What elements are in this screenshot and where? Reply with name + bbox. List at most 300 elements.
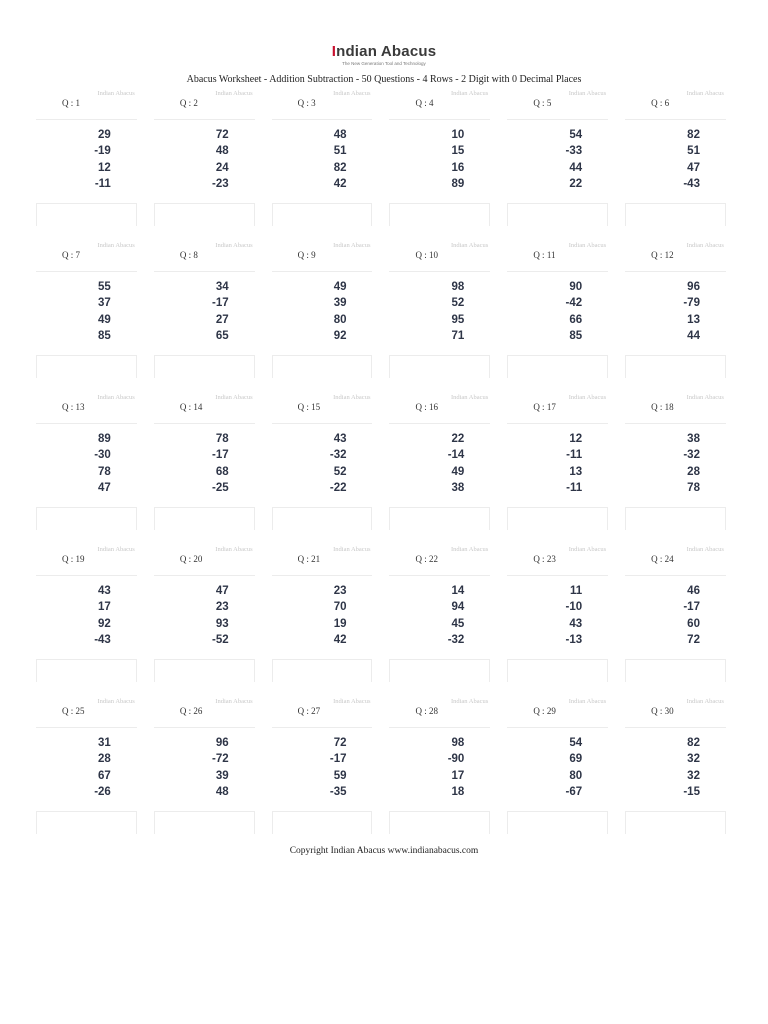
watermark: Indian Abacus: [568, 394, 607, 401]
question-value: 82: [333, 161, 347, 174]
question-row: [36, 390, 726, 542]
question-value: 13: [687, 313, 700, 326]
watermark: Indian Abacus: [450, 394, 489, 401]
watermark: Indian Abacus: [333, 698, 371, 705]
question-value: 47: [687, 161, 700, 174]
divider: [507, 659, 608, 660]
divider: [154, 355, 255, 356]
answer-box-edge: [154, 659, 155, 682]
answer-box-edge: [136, 811, 137, 834]
question-value: -26: [94, 786, 111, 799]
question-value: 42: [333, 634, 347, 647]
question-value: 14: [451, 585, 465, 597]
question-label: Q : 17: [533, 402, 556, 412]
question-value: -42: [565, 297, 583, 310]
question-value: 92: [98, 617, 111, 630]
question-label: Q : 10: [415, 250, 438, 260]
question-label: Q : 14: [179, 402, 203, 412]
divider: [36, 575, 137, 576]
divider: [154, 119, 255, 120]
question-card: [625, 694, 726, 840]
question-value: 70: [333, 601, 347, 614]
question-value: 80: [333, 313, 347, 326]
answer-box-edge: [625, 659, 626, 682]
question-values: [334, 127, 347, 193]
question-values: [448, 735, 465, 801]
question-card: [625, 238, 726, 384]
divider: [625, 271, 726, 272]
question-value: 43: [98, 585, 111, 597]
divider: [272, 271, 373, 272]
divider: [625, 423, 726, 424]
question-value: 29: [98, 129, 111, 141]
divider: [389, 355, 490, 356]
question-value: 48: [215, 786, 229, 799]
answer-box-edge: [489, 811, 490, 834]
answer-box-edge: [254, 811, 255, 834]
watermark: Indian Abacus: [97, 546, 135, 553]
watermark: Indian Abacus: [686, 698, 724, 705]
question-value: -33: [565, 145, 583, 158]
question-label: Q : 26: [179, 706, 203, 716]
question-values: [334, 583, 347, 649]
divider: [507, 507, 608, 508]
question-values: [683, 735, 700, 801]
question-value: 38: [687, 433, 700, 445]
answer-box-edge: [607, 811, 608, 834]
question-value: -32: [683, 449, 700, 462]
answer-box-edge: [136, 355, 137, 378]
question-value: 68: [215, 465, 229, 478]
question-label: Q : 16: [415, 402, 438, 412]
answer-box-edge: [489, 355, 490, 378]
question-label: Q : 15: [297, 402, 321, 412]
question-value: 31: [98, 737, 111, 749]
question-value: 49: [333, 281, 347, 293]
question-value: 22: [569, 178, 583, 191]
question-value: 44: [569, 161, 583, 174]
question-value: -22: [329, 482, 347, 495]
question-card: [272, 390, 373, 536]
divider: [272, 203, 373, 204]
question-label: Q : 7: [62, 250, 80, 260]
divider: [36, 423, 137, 424]
question-value: 27: [215, 313, 229, 326]
divider: [272, 659, 373, 660]
question-value: -25: [212, 482, 229, 495]
answer-box-edge: [254, 507, 255, 530]
answer-box-edge: [136, 659, 137, 682]
question-value: -43: [683, 178, 700, 191]
question-value: 78: [98, 465, 111, 478]
question-value: 19: [333, 617, 347, 630]
divider: [154, 423, 255, 424]
answer-box-edge: [389, 355, 390, 378]
answer-box-edge: [507, 203, 508, 226]
watermark: Indian Abacus: [97, 394, 135, 401]
question-card: [154, 86, 255, 232]
question-value: -30: [94, 449, 111, 462]
divider: [36, 727, 137, 728]
question-value: 89: [451, 178, 465, 191]
watermark: Indian Abacus: [215, 90, 253, 97]
question-card: [625, 390, 726, 536]
question-value: 44: [687, 330, 700, 343]
answer-box-edge: [389, 659, 390, 682]
question-value: 10: [451, 129, 465, 141]
question-value: 85: [98, 330, 111, 343]
question-value: 32: [687, 769, 700, 782]
question-card: [36, 238, 137, 384]
watermark: Indian Abacus: [450, 698, 489, 705]
question-label: Q : 21: [297, 554, 321, 564]
question-value: 54: [569, 129, 583, 141]
question-label: Q : 8: [179, 250, 198, 260]
divider: [154, 575, 255, 576]
answer-box-edge: [136, 203, 137, 226]
divider: [625, 811, 726, 812]
watermark: Indian Abacus: [568, 242, 607, 249]
divider: [36, 355, 137, 356]
logo-name: ndian Abacus: [336, 43, 437, 60]
watermark: Indian Abacus: [215, 546, 253, 553]
divider: [36, 507, 137, 508]
answer-box-edge: [272, 507, 273, 530]
question-value: 65: [215, 330, 229, 343]
question-card: [507, 238, 608, 384]
question-card: [36, 86, 137, 232]
divider: [272, 507, 373, 508]
answer-box-edge: [254, 355, 255, 378]
watermark: Indian Abacus: [686, 90, 724, 97]
divider: [507, 271, 608, 272]
question-value: 80: [569, 769, 583, 782]
answer-box-edge: [254, 659, 255, 682]
question-value: 13: [569, 465, 583, 478]
question-row: [36, 694, 726, 846]
question-value: 43: [333, 433, 347, 445]
question-label: Q : 25: [62, 706, 85, 716]
answer-box-edge: [371, 203, 372, 226]
question-value: 48: [333, 129, 347, 141]
question-values: [212, 127, 229, 193]
question-values: [448, 583, 465, 649]
question-value: -35: [329, 786, 347, 799]
question-values: [94, 431, 111, 497]
question-value: -32: [329, 449, 347, 462]
watermark: Indian Abacus: [686, 394, 724, 401]
question-values: [212, 583, 229, 649]
question-row: [36, 86, 726, 238]
question-value: -11: [566, 449, 583, 462]
divider: [154, 507, 255, 508]
watermark: Indian Abacus: [97, 698, 135, 705]
question-card: [272, 694, 373, 840]
answer-box-edge: [607, 659, 608, 682]
watermark: Indian Abacus: [568, 546, 607, 553]
answer-box-edge: [371, 811, 372, 834]
watermark: Indian Abacus: [333, 90, 371, 97]
watermark: Indian Abacus: [333, 242, 371, 249]
question-value: -52: [212, 634, 229, 647]
question-value: 47: [215, 585, 229, 597]
divider: [36, 203, 137, 204]
question-label: Q : 4: [415, 98, 434, 108]
question-value: -43: [94, 634, 111, 647]
question-card: [154, 542, 255, 688]
question-value: 22: [451, 433, 465, 445]
question-values: [452, 127, 465, 193]
question-value: 98: [451, 281, 465, 293]
divider: [36, 811, 137, 812]
divider: [272, 119, 373, 120]
question-card: [625, 542, 726, 688]
divider: [507, 423, 608, 424]
question-value: 15: [451, 145, 465, 158]
question-card: [154, 694, 255, 840]
divider: [154, 203, 255, 204]
question-label: Q : 6: [651, 98, 670, 108]
question-values: [448, 431, 465, 497]
answer-box-edge: [154, 355, 155, 378]
question-card: [507, 390, 608, 536]
question-label: Q : 13: [62, 402, 85, 412]
divider: [154, 271, 255, 272]
question-grid: [36, 86, 726, 846]
logo: [0, 43, 768, 67]
answer-box-edge: [389, 203, 390, 226]
question-value: 48: [215, 145, 229, 158]
question-label: Q : 30: [651, 706, 674, 716]
question-value: 43: [569, 617, 583, 630]
question-label: Q : 20: [179, 554, 203, 564]
divider: [507, 727, 608, 728]
question-row: [36, 238, 726, 390]
question-card: [36, 542, 137, 688]
divider: [389, 659, 490, 660]
question-label: Q : 23: [533, 554, 556, 564]
watermark: Indian Abacus: [215, 242, 253, 249]
divider: [36, 659, 137, 660]
question-value: -17: [683, 601, 700, 614]
question-value: 72: [333, 737, 347, 749]
question-values: [683, 583, 700, 649]
watermark: Indian Abacus: [333, 394, 371, 401]
answer-box-edge: [489, 659, 490, 682]
question-value: 49: [98, 313, 111, 326]
question-card: [507, 86, 608, 232]
answer-box-edge: [371, 659, 372, 682]
question-value: -19: [94, 145, 111, 158]
answer-box-edge: [725, 203, 726, 226]
question-card: [272, 542, 373, 688]
divider: [625, 507, 726, 508]
question-value: 23: [333, 585, 347, 597]
question-card: [389, 86, 490, 232]
answer-box-edge: [625, 507, 626, 530]
question-value: 38: [451, 482, 465, 495]
question-value: -11: [566, 482, 583, 495]
question-value: 23: [215, 601, 229, 614]
question-label: Q : 11: [533, 250, 556, 260]
question-value: 46: [687, 585, 700, 597]
question-values: [683, 431, 700, 497]
question-value: 78: [215, 433, 229, 445]
question-value: 96: [687, 281, 700, 293]
question-value: 51: [333, 145, 347, 158]
answer-box-edge: [154, 507, 155, 530]
question-value: 92: [333, 330, 347, 343]
divider: [625, 575, 726, 576]
divider: [625, 119, 726, 120]
question-value: 17: [98, 601, 111, 614]
answer-box-edge: [625, 811, 626, 834]
divider: [625, 355, 726, 356]
answer-box-edge: [272, 659, 273, 682]
question-value: 24: [215, 161, 229, 174]
question-card: [389, 542, 490, 688]
divider: [272, 811, 373, 812]
logo-first-letter: I: [331, 43, 337, 60]
divider: [389, 423, 490, 424]
question-card: [389, 390, 490, 536]
answer-box-edge: [36, 507, 37, 530]
question-value: -15: [683, 786, 700, 799]
answer-box-edge: [607, 355, 608, 378]
question-values: [566, 735, 583, 801]
question-value: 69: [569, 753, 583, 766]
watermark: Indian Abacus: [568, 90, 607, 97]
watermark: Indian Abacus: [97, 90, 135, 97]
answer-box-edge: [389, 811, 390, 834]
worksheet-subtitle: Abacus Worksheet - Addition Subtraction - 50 Questions - 4 Rows - 2 Digit with 0 Decimal Places: [186, 74, 582, 85]
question-value: 17: [451, 769, 465, 782]
answer-box-edge: [136, 507, 137, 530]
answer-box-edge: [725, 355, 726, 378]
question-label: Q : 1: [62, 98, 80, 108]
question-card: [507, 542, 608, 688]
question-value: 60: [687, 617, 700, 630]
watermark: Indian Abacus: [450, 546, 489, 553]
question-value: -13: [565, 634, 583, 647]
question-value: 42: [333, 178, 347, 191]
divider: [389, 727, 490, 728]
question-value: -72: [212, 753, 229, 766]
divider: [389, 811, 490, 812]
answer-box-edge: [725, 659, 726, 682]
answer-box-edge: [36, 659, 37, 682]
question-values: [94, 127, 111, 193]
question-label: Q : 29: [533, 706, 556, 716]
logo-title: [0, 43, 768, 61]
answer-box-edge: [489, 507, 490, 530]
question-label: Q : 28: [415, 706, 438, 716]
watermark: Indian Abacus: [215, 394, 253, 401]
question-value: -11: [94, 178, 111, 191]
answer-box-edge: [36, 355, 37, 378]
question-value: 49: [451, 465, 465, 478]
answer-box-edge: [507, 659, 508, 682]
question-value: 72: [687, 634, 700, 647]
question-value: 54: [569, 737, 583, 749]
answer-box-edge: [371, 355, 372, 378]
watermark: Indian Abacus: [568, 698, 607, 705]
question-value: 82: [687, 737, 700, 749]
question-value: 67: [98, 769, 111, 782]
question-values: [212, 735, 229, 801]
question-values: [212, 279, 229, 345]
question-values: [334, 279, 347, 345]
watermark: Indian Abacus: [97, 242, 135, 249]
question-card: [154, 390, 255, 536]
question-values: [566, 279, 583, 345]
question-value: 11: [569, 585, 583, 597]
answer-box-edge: [272, 203, 273, 226]
question-value: -14: [447, 449, 465, 462]
question-label: Q : 5: [533, 98, 552, 108]
question-label: Q : 27: [297, 706, 321, 716]
question-value: -67: [565, 786, 583, 799]
divider: [154, 727, 255, 728]
question-value: 37: [98, 297, 111, 310]
question-value: 45: [451, 617, 465, 630]
question-value: 71: [451, 330, 465, 343]
divider: [272, 575, 373, 576]
question-value: 52: [333, 465, 347, 478]
answer-box-edge: [36, 203, 37, 226]
question-label: Q : 2: [179, 98, 198, 108]
answer-box-edge: [607, 507, 608, 530]
watermark: Indian Abacus: [450, 90, 489, 97]
divider: [625, 203, 726, 204]
watermark: Indian Abacus: [450, 242, 489, 249]
divider: [507, 811, 608, 812]
answer-box-edge: [154, 203, 155, 226]
question-card: [507, 694, 608, 840]
question-value: 66: [569, 313, 583, 326]
question-value: 39: [333, 297, 347, 310]
question-values: [452, 279, 465, 345]
question-value: 51: [687, 145, 700, 158]
question-value: 28: [98, 753, 111, 766]
question-value: 93: [215, 617, 229, 630]
question-label: Q : 9: [297, 250, 316, 260]
question-value: 82: [687, 129, 700, 141]
divider: [625, 659, 726, 660]
question-value: 96: [215, 737, 229, 749]
question-value: 18: [451, 786, 465, 799]
answer-box-edge: [725, 507, 726, 530]
question-value: -79: [683, 297, 700, 310]
divider: [389, 507, 490, 508]
answer-box-edge: [154, 811, 155, 834]
question-label: Q : 3: [297, 98, 316, 108]
question-value: 47: [98, 482, 111, 495]
question-card: [389, 238, 490, 384]
question-value: 39: [215, 769, 229, 782]
question-label: Q : 12: [651, 250, 674, 260]
question-value: -32: [447, 634, 465, 647]
question-value: 34: [215, 281, 229, 293]
divider: [272, 727, 373, 728]
question-card: [389, 694, 490, 840]
answer-box-edge: [507, 507, 508, 530]
question-card: [154, 238, 255, 384]
question-value: 59: [333, 769, 347, 782]
question-value: 32: [687, 753, 700, 766]
question-values: [683, 279, 700, 345]
question-value: 12: [569, 433, 583, 445]
